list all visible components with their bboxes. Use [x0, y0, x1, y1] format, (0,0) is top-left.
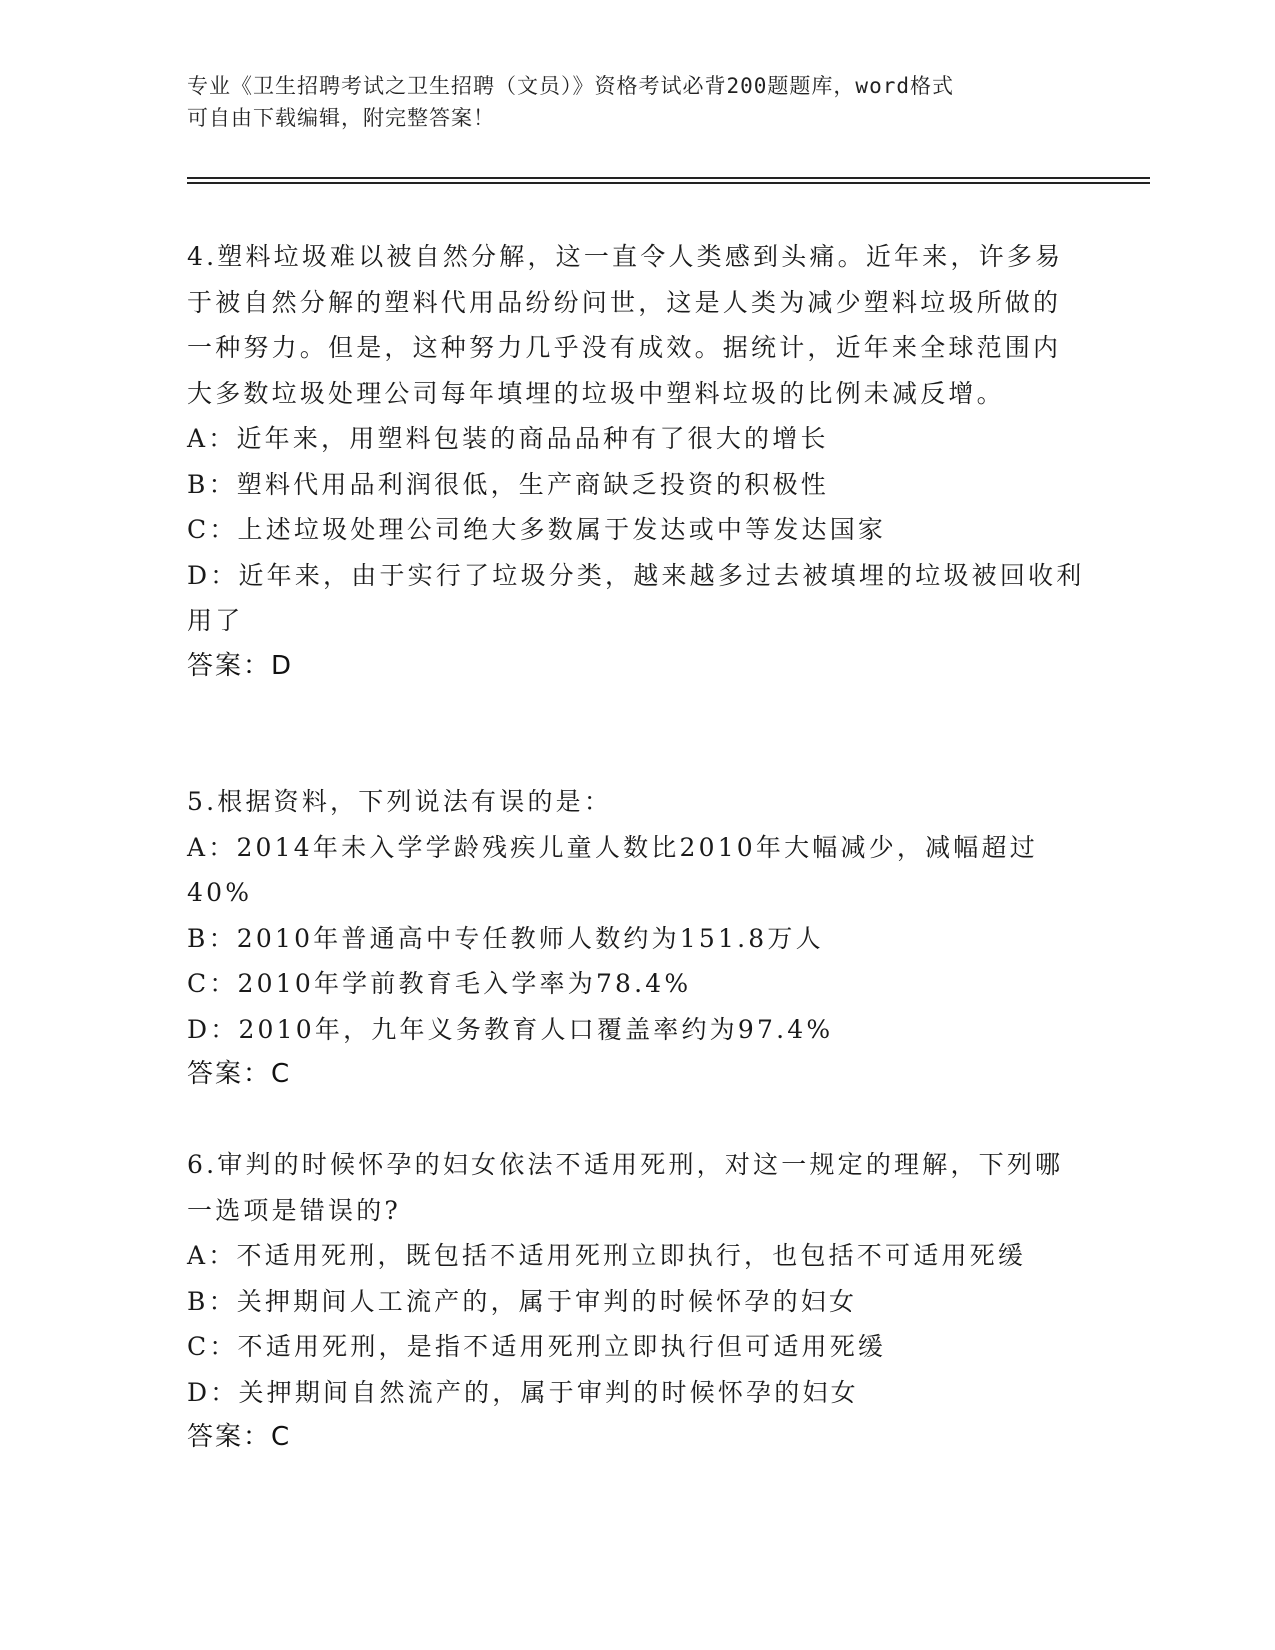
- question-6: [187, 1142, 1087, 1461]
- header-divider-bottom: [187, 182, 1150, 184]
- header-divider-top: [187, 177, 1150, 179]
- option-c: C：不适用死刑，是指不适用死刑立即执行但可适用死缓: [187, 1332, 887, 1361]
- answer: 答案：D: [187, 650, 294, 681]
- question-4: [187, 234, 1087, 689]
- question-stem: 6.审判的时候怀孕的妇女依法不适用死刑，对这一规定的理解，下列哪一选项是错误的?: [187, 1150, 1064, 1225]
- answer: 答案：C: [187, 1422, 292, 1452]
- option-a: A：近年来，用塑料包装的商品品种有了很大的增长: [187, 424, 829, 453]
- option-c: C：2010年学前教育毛入学率为78.4%: [187, 969, 692, 998]
- option-b: B：塑料代用品利润很低，生产商缺乏投资的积极性: [187, 469, 829, 499]
- option-a: A：2014年未入学学龄残疾儿童人数比2010年大幅减少，减幅超过40%: [187, 832, 1038, 907]
- question-stem: 4.塑料垃圾难以被自然分解，这一直令人类感到头痛。近年来，许多易于被自然分解的塑料代用品纷纷问世，这是人类为减少塑料垃圾所做的一种努力。但是，这种努力几乎没有成效。据统计，近年来全球范围内大多数垃圾处理公司每年填埋的垃圾中塑料垃圾的比例未减反增。: [187, 242, 1064, 408]
- header-line-1: 专业《卫生招聘考试之卫生招聘（文员）》资格考试必背200题题库，word格式: [187, 74, 954, 98]
- option-a: A：不适用死刑，既包括不适用死刑立即执行，也包括不可适用死缓: [187, 1241, 1027, 1270]
- question-stem: 5.根据资料，下列说法有误的是：: [187, 787, 613, 816]
- option-d: D：近年来，由于实行了垃圾分类，越来越多过去被填埋的垃圾被回收利用了: [187, 560, 1085, 635]
- option-b: B：关押期间人工流产的，属于审判的时候怀孕的妇女: [187, 1286, 858, 1316]
- question-5: [187, 779, 1087, 1098]
- option-d: D：2010年，九年义务教育人口覆盖率约为97.4%: [187, 1014, 834, 1044]
- answer: 答案：C: [187, 1059, 292, 1089]
- option-b: B：2010年普通高中专任教师人数约为151.8万人: [187, 923, 824, 953]
- option-c: C：上述垃圾处理公司绝大多数属于发达或中等发达国家: [187, 515, 887, 544]
- option-d: D：关押期间自然流产的，属于审判的时候怀孕的妇女: [187, 1377, 859, 1407]
- document-header: [187, 70, 1087, 134]
- header-line-2: 可自由下载编辑，附完整答案！: [187, 106, 495, 130]
